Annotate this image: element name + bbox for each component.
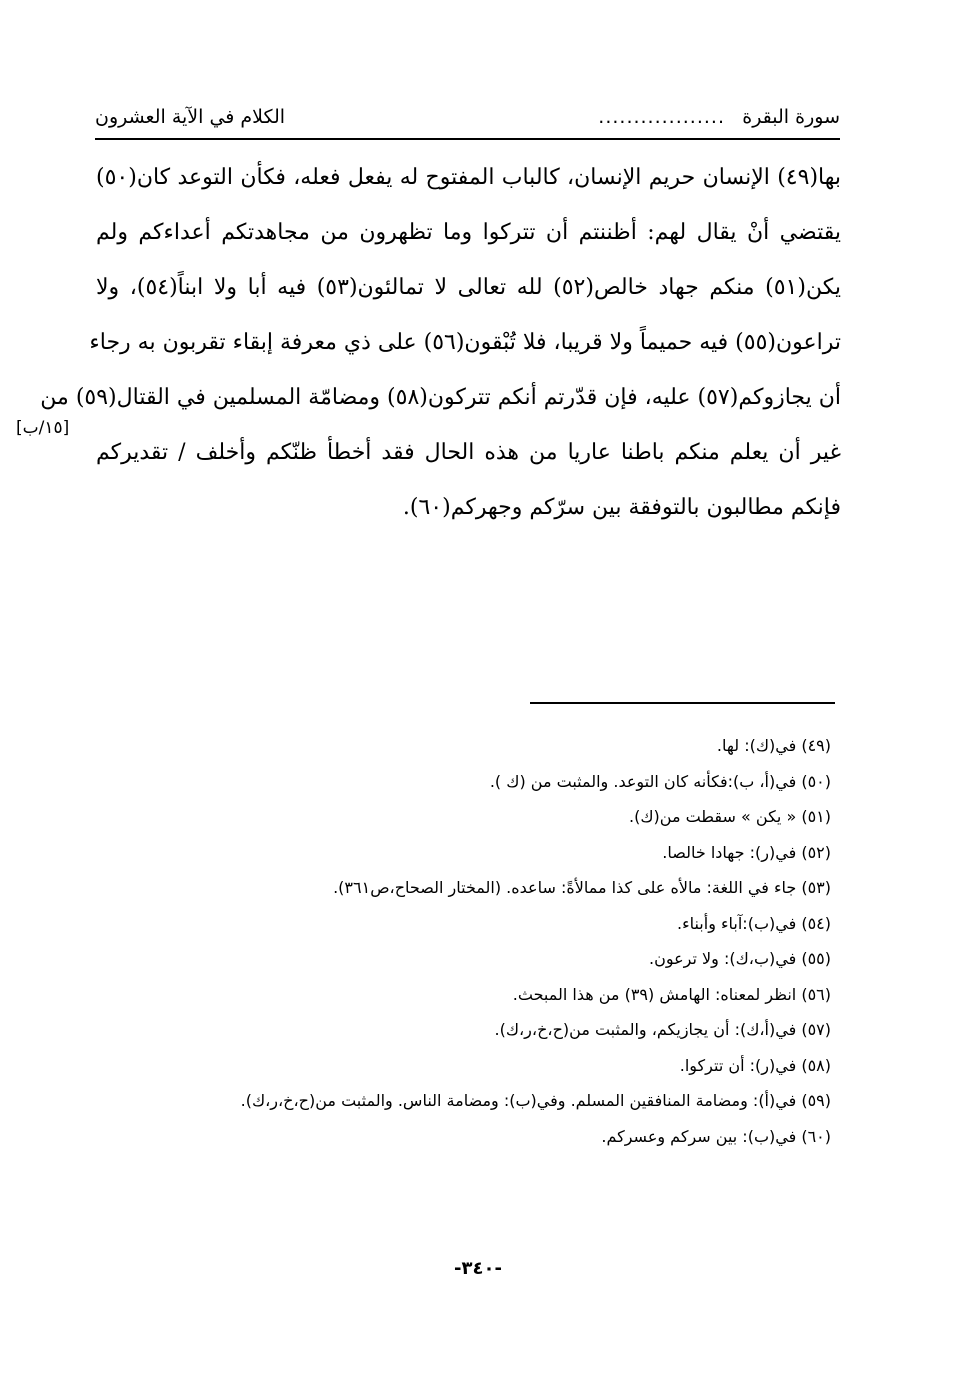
footnote: (٥٨) في(ر): أن تتركوا. <box>679 1055 831 1075</box>
footnote: (٥٥) في(ب،ك): ولا ترعون. <box>649 949 831 968</box>
text-line: أن يجازوكم(٥٧) عليه، فإن قدّرتم أنكم تتركون(٥٨) ومضامّة المسلمين في القتال(٥٩) من <box>40 385 841 410</box>
footnote: (٥٦) انظر لمعناه: الهامش (٣٩) من هذا المبحث. <box>512 984 831 1004</box>
footnote: (٥١) « يكن » سقطت من(ك). <box>629 807 831 826</box>
text-line: غير أن يعلم منكم باطنا عاريا من هذه الحال فقد أخطأ ظنّكم وأخلف / تقديركم <box>96 440 841 465</box>
footnote: (٥٧) في(أ،ك): أن يجازيكم، والمثبت من(ح،خ،ر،ك). <box>494 1020 831 1039</box>
header-rule <box>95 138 840 140</box>
footnote: (٥٩) في(أ): ومضامة المنافقين المسلم. وفي(ب): ومضامة الناس. والمثبت من(ح،خ،ر،ك). <box>240 1091 831 1110</box>
header-surah: سورة البقرة <box>742 106 840 128</box>
footnote: (٥٠) في(أ، ب):فكأنه كان التوعد. والمثبت من (ك ). <box>489 771 831 791</box>
header-dots: .................. <box>598 106 725 128</box>
footnote: (٤٩) في(ك): لها. <box>716 736 831 755</box>
folio-marker: [١٥/ب] <box>16 418 70 438</box>
footnote: (٥٣) جاء في اللغة: مالأه على كذا ممالأةً: ساعده. (المختار الصحاح،ص٣٦١). <box>333 878 831 897</box>
footnotes <box>111 728 831 1154</box>
text-line: بها(٤٩) الإنسان حريم الإنسان، كالباب المفتوح له يفعل فعله، فكأن التوعد كان(٥٠) <box>96 165 841 190</box>
footnote: (٥٤) في(ب):آباء وأبناء. <box>676 913 831 933</box>
footnote: (٥٢) في(ر): جهادا خالصا. <box>662 842 831 862</box>
text-line: فإنكم مطالبون بالتوفقة بين سرّكم وجهركم(٦٠). <box>402 495 841 520</box>
header-topic: الكلام في الآية العشرون <box>95 106 286 128</box>
footnote-separator <box>530 702 835 704</box>
page-number: -٣٤٠- <box>454 1258 502 1279</box>
text-line: تراعون(٥٥) فيه حميماً ولا قريبا، فلا تُبْقون(٥٦) على ذي معرفة إبقاء تقربون به رجاء <box>89 330 841 355</box>
page-header <box>95 100 840 140</box>
text-line: يكن(٥١) منكم جهاد خالص(٥٢) لله تعالى لا تمالئون(٥٣) فيه أبا ولا ابناً(٥٤)، ولا <box>96 275 841 300</box>
footnote: (٦٠) في(ب): بين سركم وعسركم. <box>601 1126 831 1146</box>
text-line: يقتضي أنْ يقال لهم: أظننتم أن تتركوا وما تظهرون من مجاهدتكم أعداءكم ولم <box>96 220 841 245</box>
